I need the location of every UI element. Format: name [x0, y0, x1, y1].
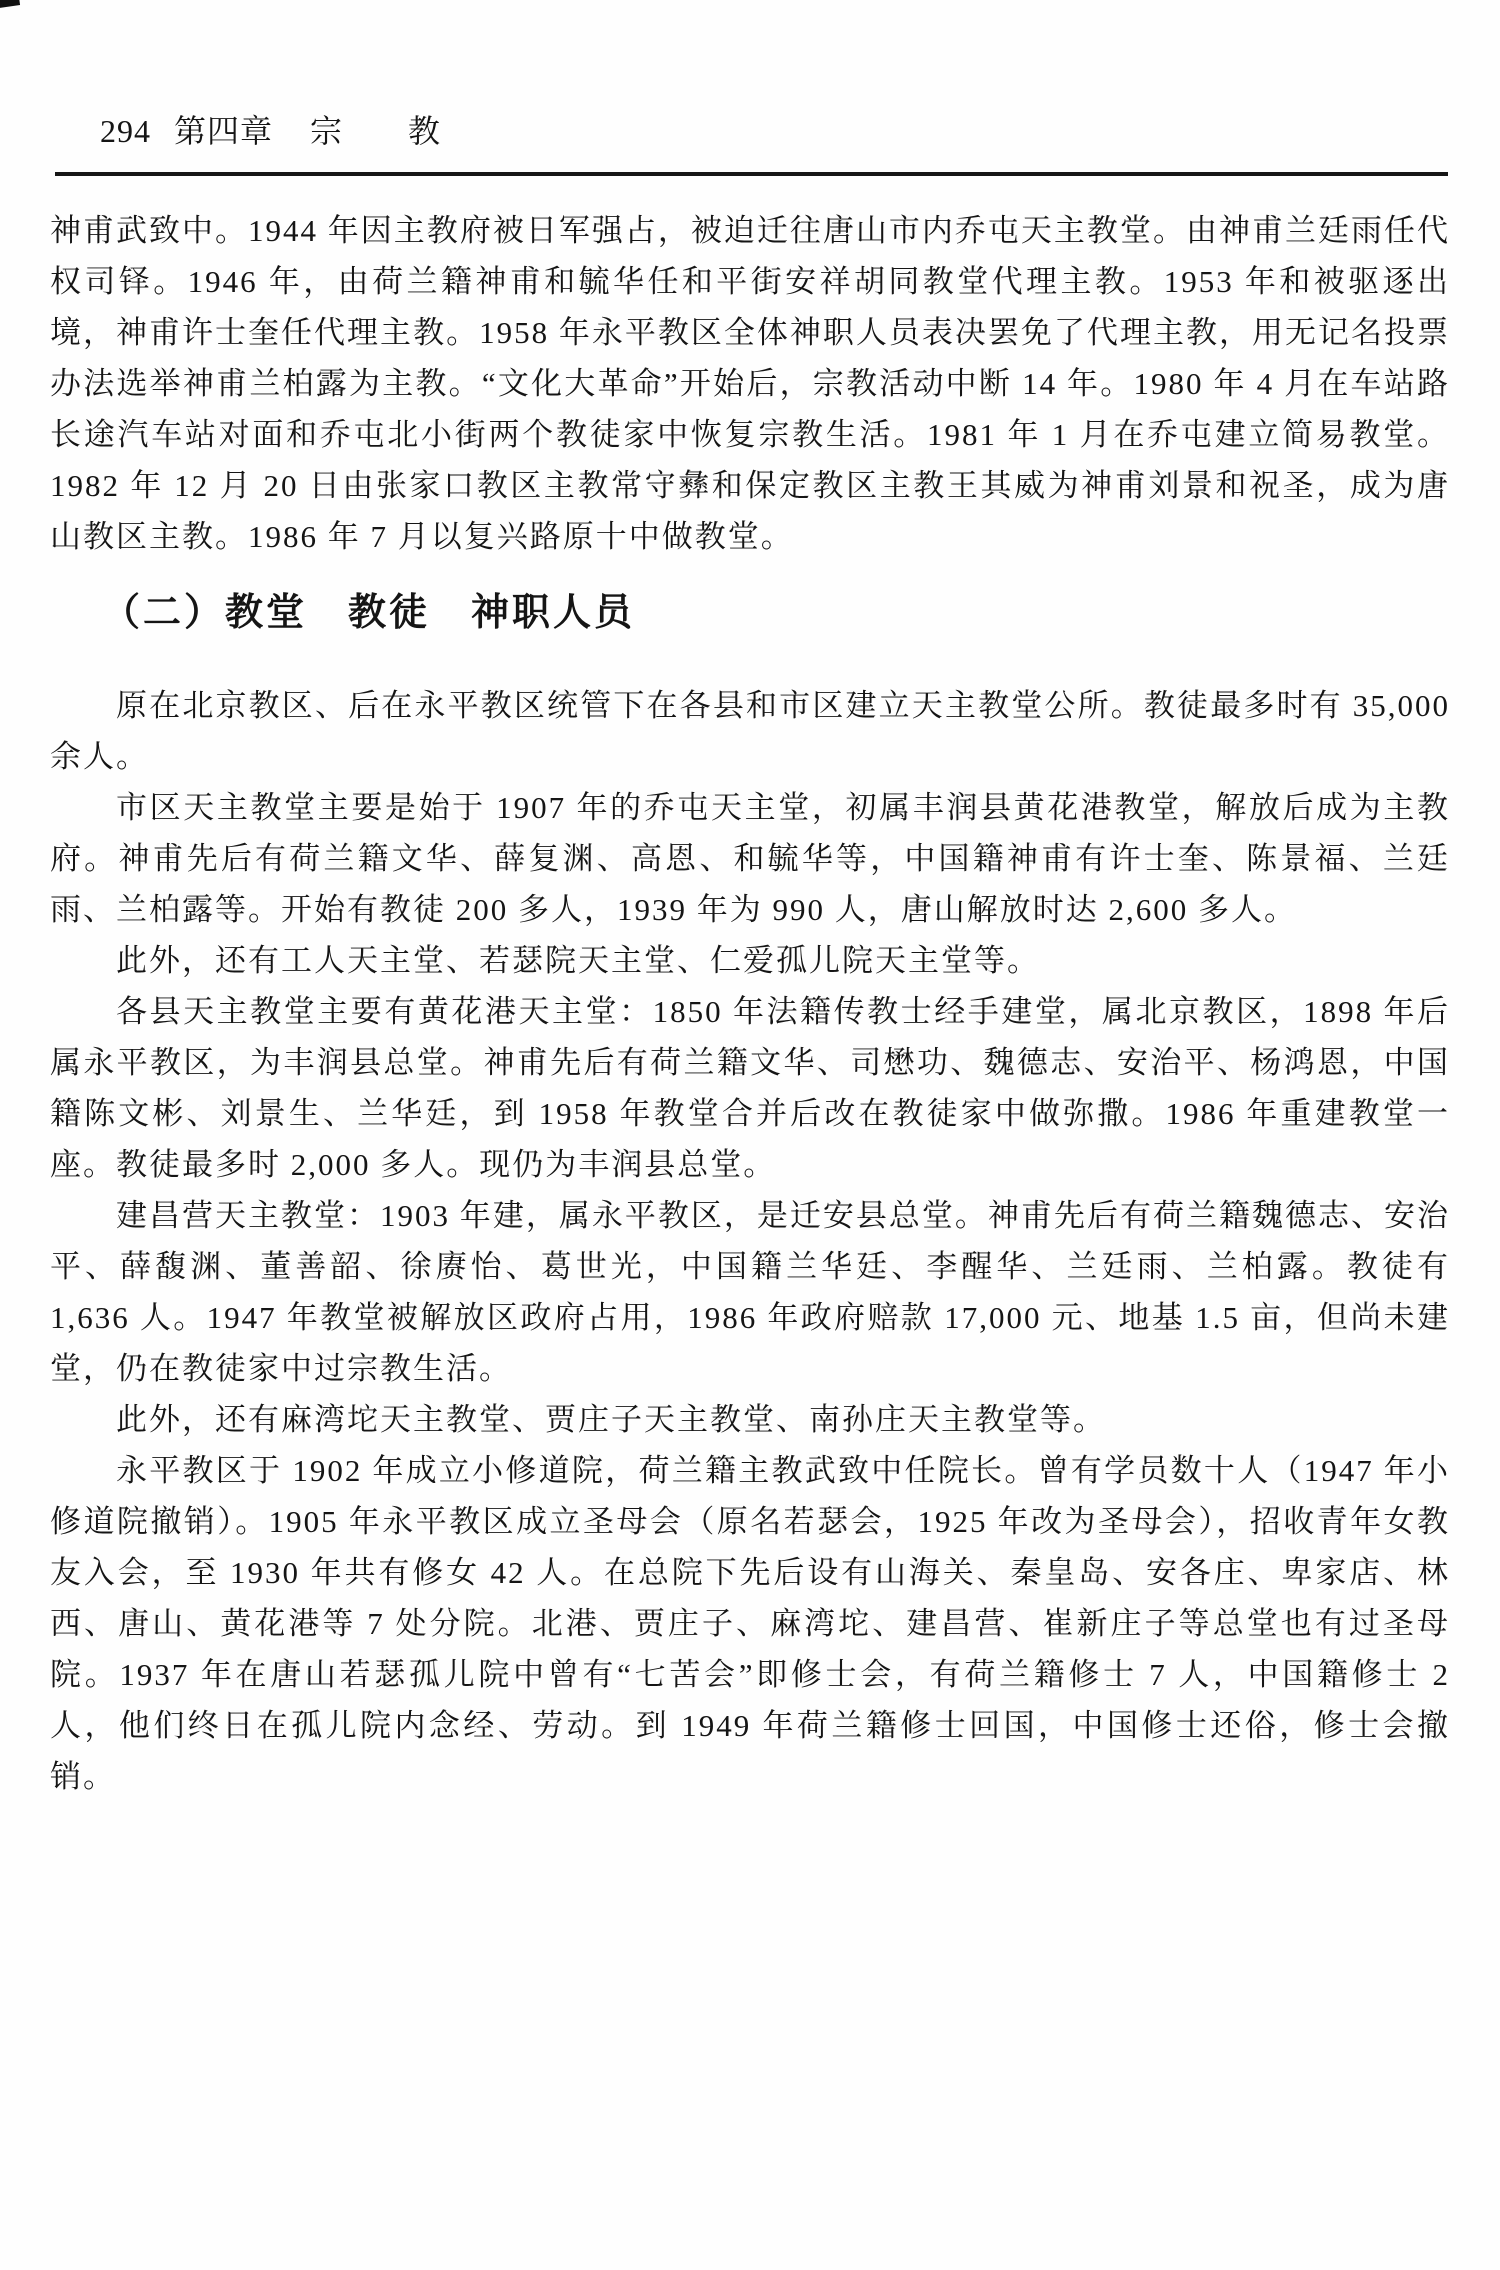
paragraph-city-church-history: 市区天主教堂主要是始于 1907 年的乔屯天主堂，初属丰润县黄花港教堂，解放后成为主教府。神甫先后有荷兰籍文华、薛复渊、高恩、和毓华等，中国籍神甫有许士奎、陈景福、兰廷雨、兰柏露等。开始有教徒 200 多人，1939 年为 990 人，唐山解放时达 2,600 多人。: [50, 790, 1450, 927]
paragraph-seminary-and-convent: 永平教区于 1902 年成立小修道院，荷兰籍主教武致中任院长。曾有学员数十人（1947 年小修道院撤销）。1905 年永平教区成立圣母会（原名若瑟会，1925 年改为圣母会），招收青年女教友入会，至 1930 年共有修女 42 人。在总院下先后设有山海关、秦皇岛、安各庄、卑家店、林西、唐山、黄花港等 7 处分院。北港、贾庄子、麻湾坨、建昌营、崔新庄子等总堂也有过圣母院。1937 年在唐山若瑟孤儿院中曾有“七苦会”即修士会，有荷兰籍修士 7 人，中国籍修士 2 人，他们终日在孤儿院内念经、劳动。到 1949 年荷兰籍修士回国，中国修士还俗，修士会撤销。: [50, 1453, 1450, 1794]
page-header: [100, 112, 441, 150]
page-number: 294: [100, 113, 151, 149]
chapter-label: 第四章: [174, 113, 274, 149]
page-body: [50, 205, 1450, 1802]
chapter-title-char-jiao: 教: [408, 113, 442, 149]
scan-artifact: [0, 0, 20, 9]
section-heading: （二）教堂 教徒 神职人员: [102, 592, 636, 634]
paragraph-huanghuagang-church: 各县天主教堂主要有黄花港天主堂：1850 年法籍传教士经手建堂，属北京教区，1898 年后属永平教区，为丰润县总堂。神甫先后有荷兰籍文华、司懋功、魏德志、安治平、杨鸿恩，中国籍陈文彬、刘景生、兰华廷，到 1958 年教堂合并后改在教徒家中做弥撒。1986 年重建教堂一座。教徒最多时 2,000 多人。现仍为丰润县总堂。: [50, 994, 1450, 1182]
paragraph-jianchangying-church: 建昌营天主教堂：1903 年建，属永平教区，是迁安县总堂。神甫先后有荷兰籍魏德志、安治平、薛馥渊、董善韶、徐赓怡、葛世光，中国籍兰华廷、李醒华、兰廷雨、兰柏露。教徒有 1,636 人。1947 年教堂被解放区政府占用，1986 年政府赔款 17,000 元、地基 1.5 亩，但尚未建堂，仍在教徒家中过宗教生活。: [50, 1198, 1450, 1386]
paragraph-believers-overview: 原在北京教区、后在永平教区统管下在各县和市区建立天主教堂公所。教徒最多时有 35,000 余人。: [50, 688, 1450, 774]
paragraph-other-city-churches: 此外，还有工人天主堂、若瑟院天主堂、仁爱孤儿院天主堂等。: [116, 943, 1040, 978]
header-divider-rule: [55, 172, 1448, 176]
chapter-title-char-zong: 宗: [310, 113, 344, 149]
paragraph-other-county-churches: 此外，还有麻湾坨天主教堂、贾庄子天主教堂、南孙庄天主教堂等。: [116, 1402, 1106, 1437]
paragraph-diocese-history: 神甫武致中。1944 年因主教府被日军强占，被迫迁往唐山市内乔屯天主教堂。由神甫兰廷雨任代权司铎。1946 年，由荷兰籍神甫和毓华任和平街安祥胡同教堂代理主教。1953 年和被驱逐出境，神甫许士奎任代理主教。1958 年永平教区全体神职人员表决罢免了代理主教，用无记名投票办法选举神甫兰柏露为主教。“文化大革命”开始后，宗教活动中断 14 年。1980 年 4 月在车站路长途汽车站对面和乔屯北小街两个教徒家中恢复宗教生活。1981 年 1 月在乔屯建立简易教堂。1982 年 12 月 20 日由张家口教区主教常守彝和保定教区主教王其威为神甫刘景和祝圣，成为唐山教区主教。1986 年 7 月以复兴路原十中做教堂。: [50, 213, 1450, 554]
